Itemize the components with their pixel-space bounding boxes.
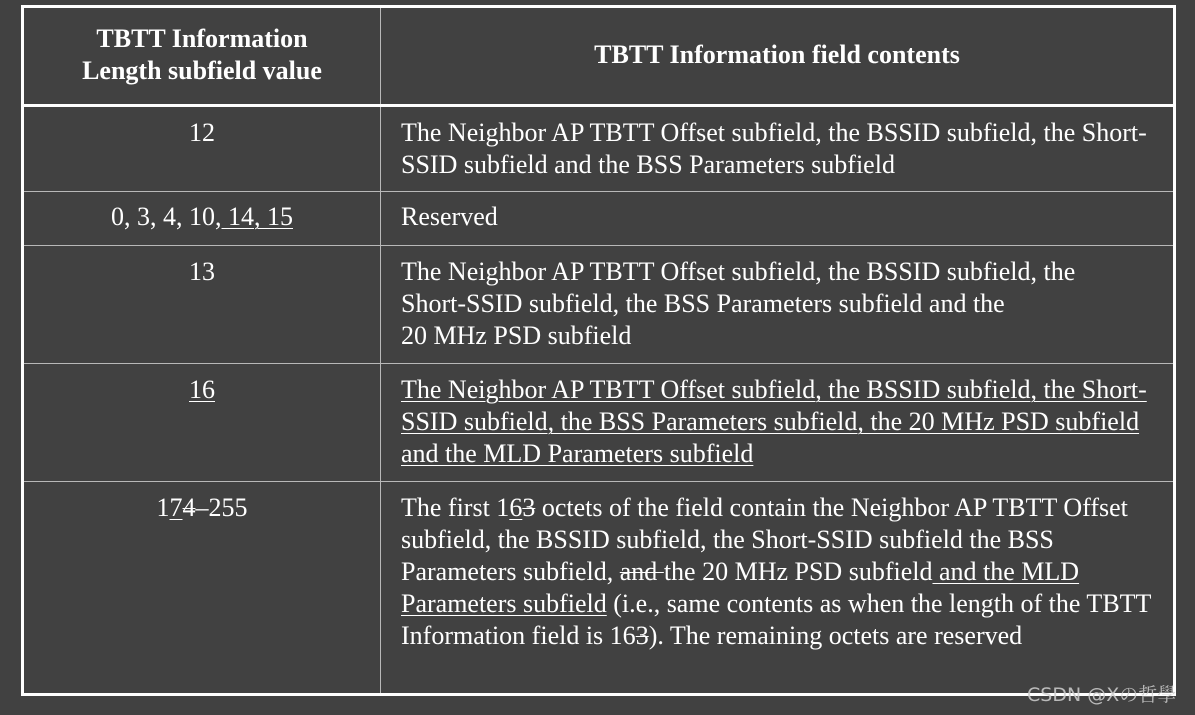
length-value-cell	[24, 482, 381, 693]
deleted-text: 3	[522, 493, 536, 522]
table-row	[24, 246, 1173, 364]
contents-line: 20 MHz PSD subfield	[401, 321, 632, 350]
table-row	[24, 482, 1173, 693]
deleted-text: and	[619, 557, 664, 586]
value-text: 0, 3, 4, 10,	[111, 202, 222, 231]
contents-line: Short-SSID subfield, the BSS Parameters subfield and the	[401, 289, 1005, 318]
contents-line: The Neighbor AP TBTT Offset subfield, the BSSID subfield, the	[401, 257, 1076, 286]
contents-text: ). The remaining octets are reserved	[648, 621, 1023, 650]
inserted-text: and the MLD Parameters subfield	[401, 557, 1080, 618]
contents-text: the 20 MHz PSD subfield	[663, 557, 933, 586]
contents-text: The first 1	[401, 493, 510, 522]
value-text: 1	[156, 493, 170, 522]
length-value-cell: 13	[24, 246, 381, 363]
table-row	[24, 192, 1173, 246]
deleted-text: 3	[635, 621, 649, 650]
inserted-text: The Neighbor AP TBTT Offset subfield, the BSSID subfield, the Short-SSID subfield, the BSS Parameters subfield, the 20 MHz PSD subfield and the MLD Parameters subfield	[401, 375, 1147, 468]
contents-text: (i.e., same contents as when the length of the TBTT Information field is 16	[401, 589, 1151, 650]
table-row	[24, 364, 1173, 482]
length-value-cell	[24, 364, 381, 481]
field-contents-cell	[381, 246, 1173, 363]
table-header-row	[24, 8, 1173, 107]
inserted-text: 7	[169, 493, 183, 522]
header-line: Length subfield value	[82, 56, 322, 85]
length-value-cell: 12	[24, 107, 381, 191]
value-text: –255	[195, 493, 248, 522]
header-field-contents: TBTT Information field contents	[594, 40, 960, 69]
inserted-text: 16	[189, 375, 215, 404]
length-value-cell	[24, 192, 381, 245]
deleted-text: 4	[182, 493, 196, 522]
field-contents-cell	[381, 364, 1173, 481]
field-contents-cell: Reserved	[401, 202, 498, 231]
csdn-watermark: CSDN @Xの哲學	[1027, 684, 1177, 706]
inserted-text: 6	[509, 493, 523, 522]
header-length-value	[24, 8, 381, 104]
field-contents-cell	[381, 482, 1173, 693]
table-row	[24, 107, 1173, 192]
inserted-text: 14, 15	[221, 202, 293, 231]
tbtt-information-table	[21, 5, 1176, 696]
field-contents-cell: The Neighbor AP TBTT Offset subfield, the BSSID subfield, the Short-SSID subfield and the BSS Parameters subfield	[401, 118, 1147, 179]
contents-text: octets of the field contain the Neighbor AP TBTT Offset subfield, the BSSID subfield, the Short-SSID subfield the BSS Parameters subfield,	[401, 493, 1128, 586]
header-line: TBTT Information	[96, 24, 308, 53]
